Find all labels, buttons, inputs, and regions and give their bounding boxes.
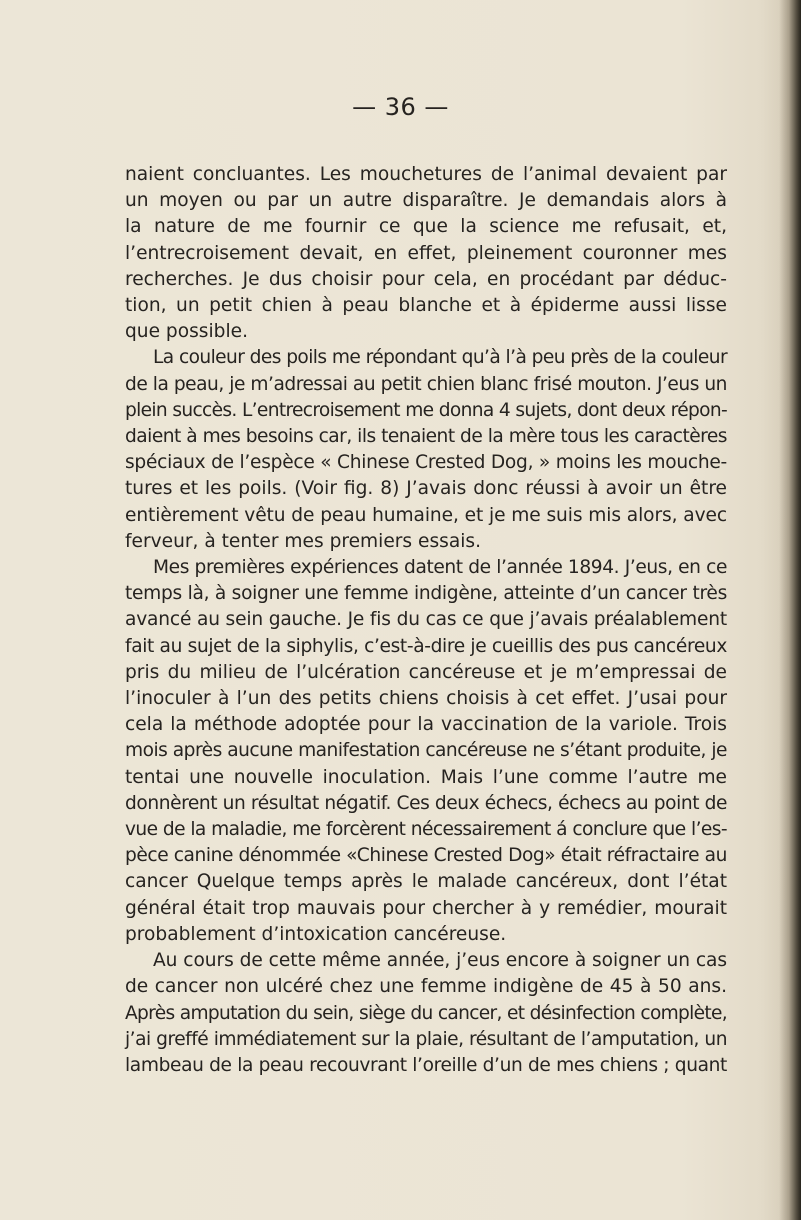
text-line: que possible. xyxy=(125,321,248,343)
text-line: daient à mes besoins car, ils tenaient de la mère tous les caractères xyxy=(125,426,727,448)
text-line: Au cours de cette même année, j’eus encore à soigner un cas xyxy=(153,950,727,972)
text-line: recherches. Je dus choisir pour cela, en procédant par déduc- xyxy=(125,268,727,290)
text-line: un moyen ou par un autre disparaître. Je demandais alors à xyxy=(125,190,727,212)
paragraph-1 xyxy=(125,162,727,345)
paragraph-2 xyxy=(125,345,727,555)
text-line: de cancer non ulcéré chez une femme indigène de 45 à 50 ans. xyxy=(125,976,727,998)
text-line: temps là, à soigner une femme indigène, atteinte d’un cancer très xyxy=(125,583,727,605)
text-line: j’ai greffé immédiatement sur la plaie, résultant de l’amputation, un xyxy=(125,1028,727,1050)
text-line: donnèrent un résultat négatif. Ces deux échecs, échecs au point de xyxy=(125,792,727,814)
text-line: vue de la maladie, me forcèrent nécessairement á conclure que l’es- xyxy=(125,819,727,841)
text-line: spéciaux de l’espèce « Chinese Crested Dog, » moins les mouche- xyxy=(125,452,727,474)
text-line: avancé au sein gauche. Je fis du cas ce que j’avais préalablement xyxy=(125,609,727,631)
text-line: probablement d’intoxication cancéreuse. xyxy=(125,923,507,945)
text-line: pèce canine dénommée «Chinese Crested Dog» était réfractaire au xyxy=(125,845,727,867)
text-line: naient concluantes. Les mouchetures de l’animal devaient par xyxy=(125,164,727,185)
text-line: pris du milieu de l’ulcération cancéreuse et je m’empressai de xyxy=(125,661,727,683)
text-line: tion, un petit chien à peau blanche et à épiderme aussi lisse xyxy=(125,295,727,317)
page-edge-shadow xyxy=(779,0,801,1220)
text-line: mois après aucune manifestation cancéreuse ne s’étant produite, je xyxy=(125,740,727,762)
text-line: tentai une nouvelle inoculation. Mais l’une comme l’autre me xyxy=(125,766,727,788)
text-line: la nature de me fournir ce que la science me refusait, et, xyxy=(125,216,727,238)
text-line: cancer Quelque temps après le malade cancéreux, dont l’état xyxy=(125,871,727,893)
text-line: l’inoculer à l’un des petits chiens choisis à cet effet. J’usai pour xyxy=(125,688,727,710)
text-line: de la peau, je m’adressai au petit chien blanc frisé mouton. J’eus un xyxy=(125,373,727,395)
paragraph-3 xyxy=(125,555,727,948)
text-line: Mes premières expériences datent de l’année 1894. J’eus, en ce xyxy=(153,557,727,579)
text-line: lambeau de la peau recouvrant l’oreille d’un de mes chiens ; quant xyxy=(125,1054,727,1076)
text-line: fait au sujet de la siphylis, c’est-à-dire je cueillis des pus cancéreux xyxy=(125,635,727,657)
body-text xyxy=(125,162,727,1079)
text-line: La couleur des poils me répondant qu’à l’à peu près de la couleur xyxy=(153,347,727,369)
text-line: plein succès. L’entrecroisement me donna 4 sujets, dont deux répon- xyxy=(125,399,727,421)
paragraph-4 xyxy=(125,948,727,1079)
text-line: ferveur, à tenter mes premiers essais. xyxy=(125,530,481,552)
text-line: entièrement vêtu de peau humaine, et je me suis mis alors, avec xyxy=(125,504,727,526)
text-line: tures et les poils. (Voir fig. 8) J’avais donc réussi à avoir un être xyxy=(125,478,727,500)
text-line: cela la méthode adoptée pour la vaccination de la variole. Trois xyxy=(125,714,727,736)
text-line: Après amputation du sein, siège du cancer, et désinfection complète, xyxy=(125,1002,727,1024)
text-line: l’entrecroisement devait, en effet, pleinement couronner mes xyxy=(125,242,727,264)
text-line: général était trop mauvais pour chercher à y remédier, mourait xyxy=(125,897,727,919)
page-number: — 36 — xyxy=(352,93,449,121)
